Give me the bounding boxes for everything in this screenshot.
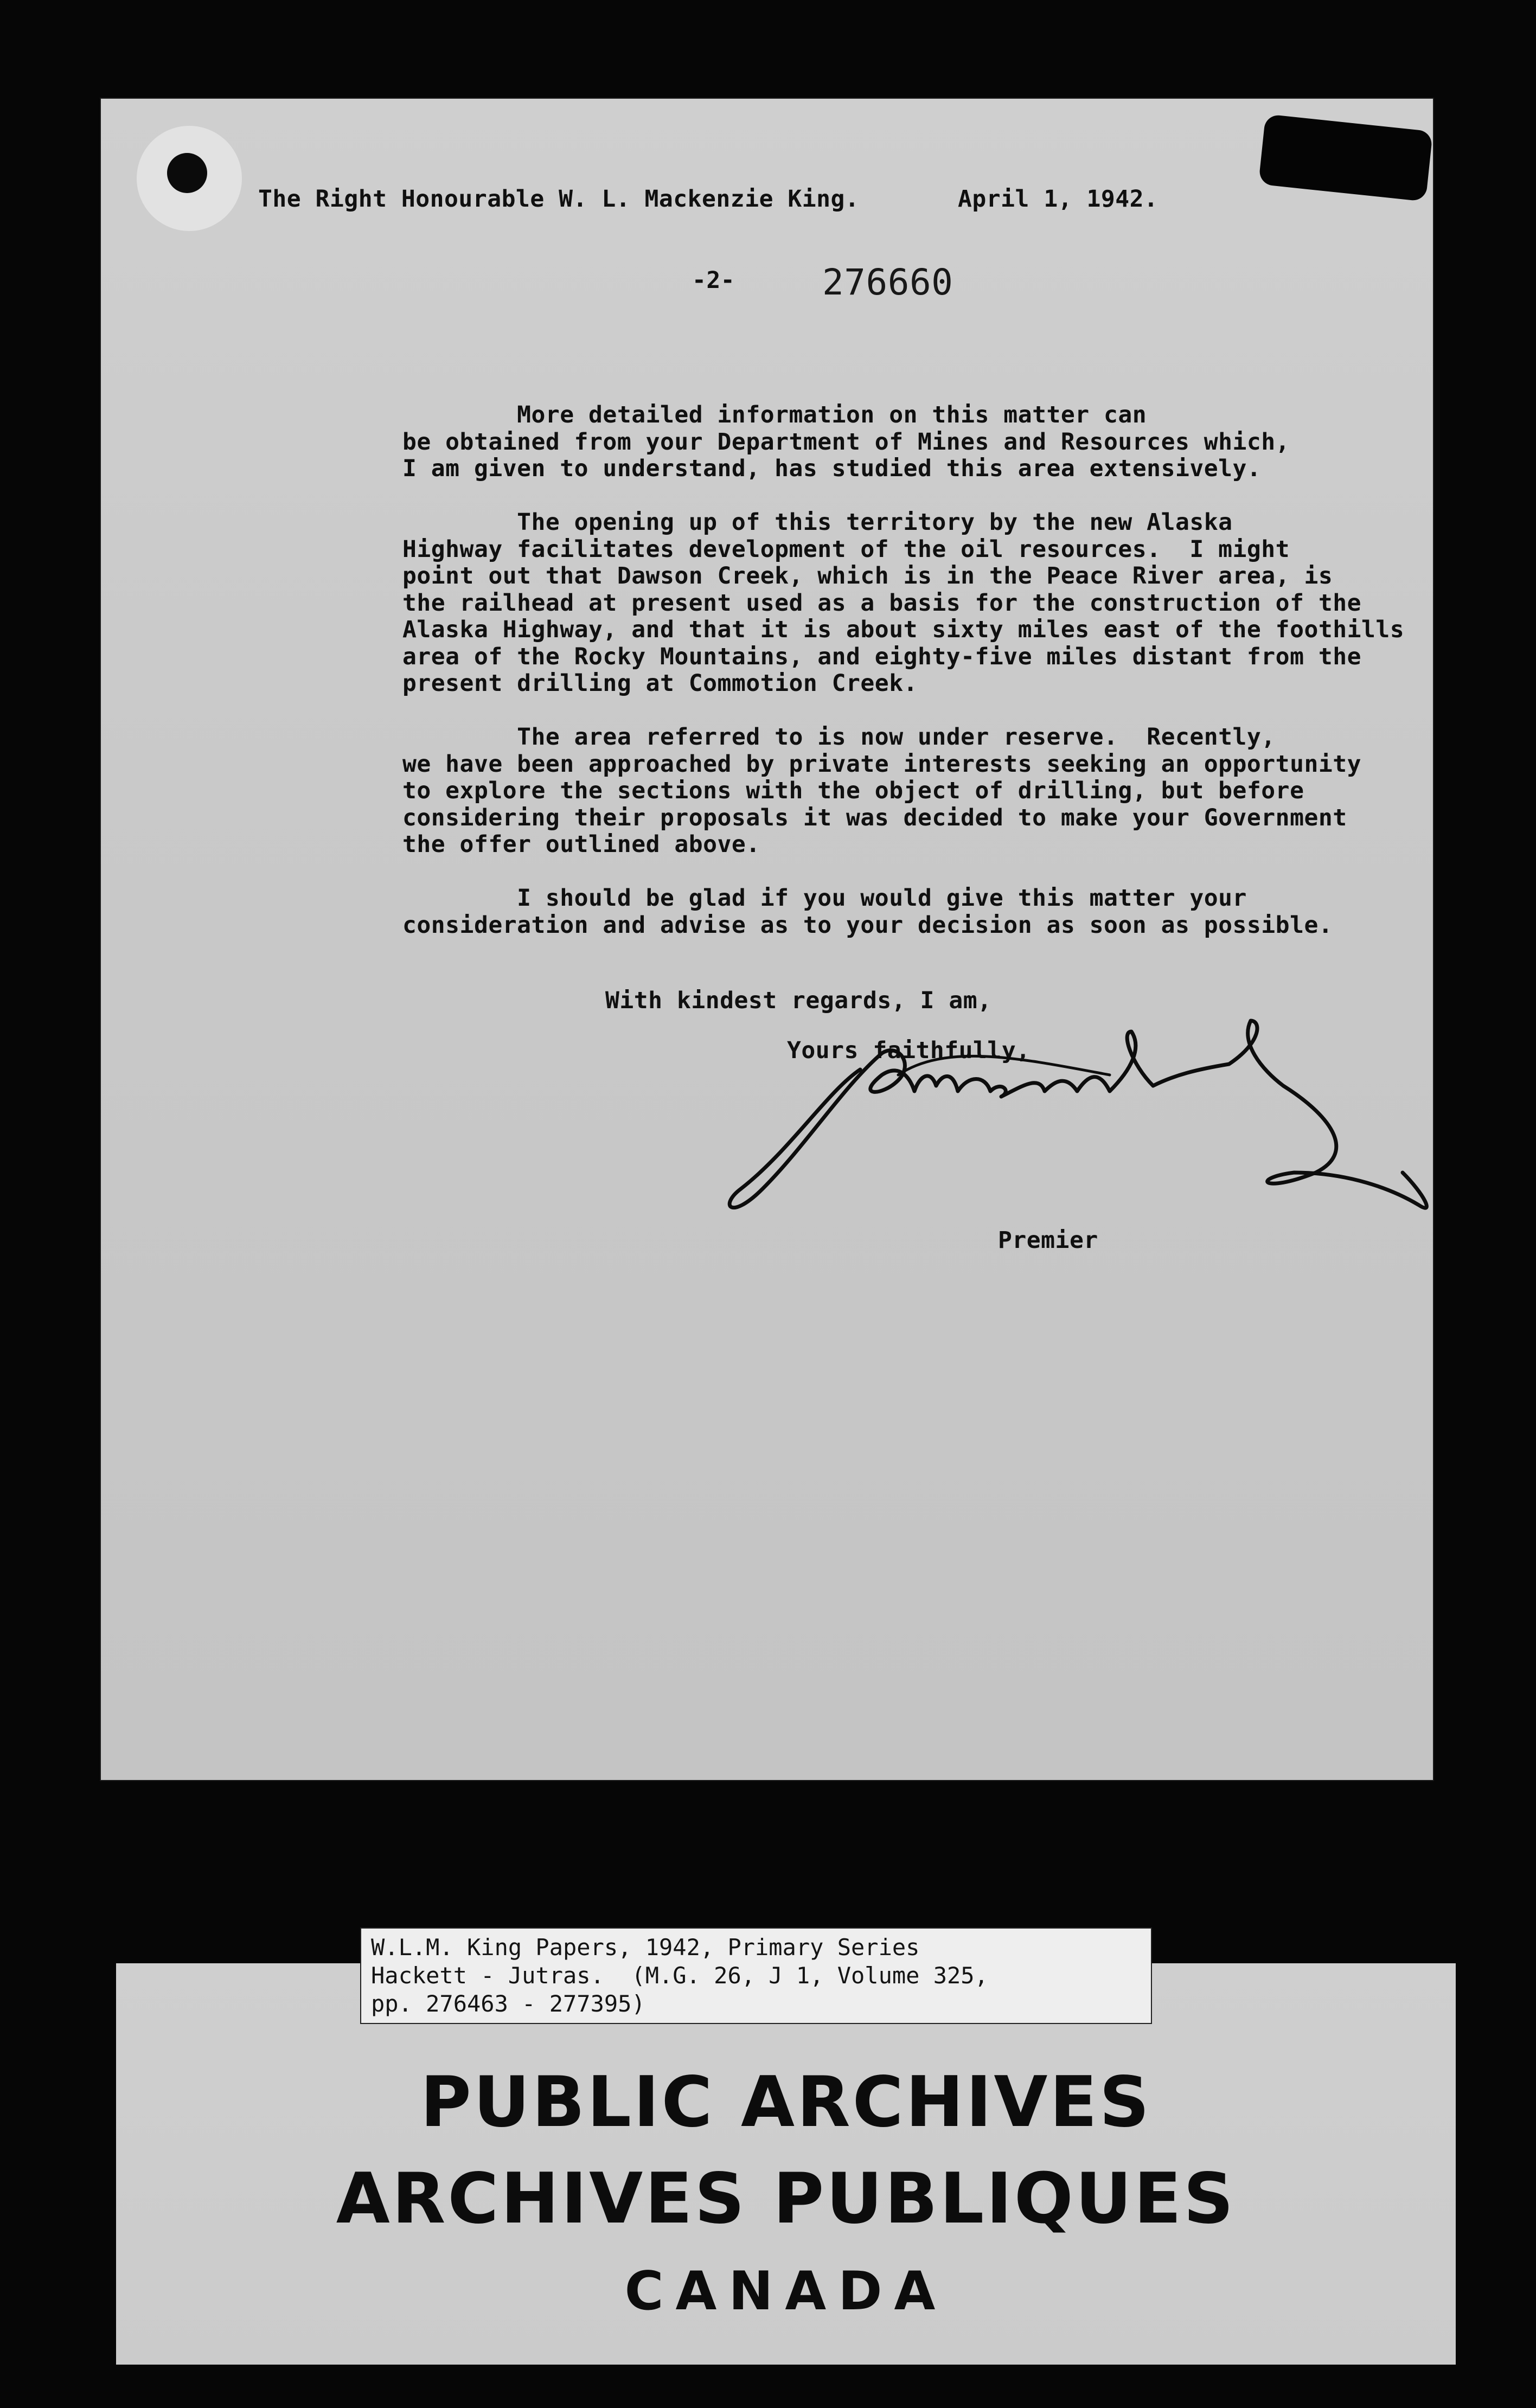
closing-salutation: Yours faithfully, — [787, 1037, 1031, 1064]
letter-page — [101, 99, 1433, 1780]
body-line: area of the Rocky Mountains, and eighty-five miles distant from the — [402, 643, 1362, 670]
closing-regards: With kindest regards, I am, — [605, 987, 992, 1014]
body-line: The area referred to is now under reserve. Recently, — [402, 723, 1276, 751]
body-line: be obtained from your Department of Mines and Resources which, — [402, 428, 1290, 456]
letter-date: April 1, 1942. — [958, 185, 1159, 213]
body-line: Highway facilitates development of the oil resources. I might — [402, 535, 1290, 563]
body-line: to explore the sections with the object of drilling, but before — [402, 777, 1304, 804]
body-line: The opening up of this territory by the new Alaska — [402, 509, 1233, 536]
body-line: the railhead at present used as a basis for the construction of the — [402, 589, 1362, 617]
body-line: I should be glad if you would give this matter your — [402, 885, 1247, 912]
page-number: -2- — [692, 267, 735, 294]
addressee-line: The Right Honourable W. L. Mackenzie King. — [258, 185, 860, 213]
body-line: considering their proposals it was decided to make your Government — [402, 804, 1347, 831]
archive-title-english: PUBLIC ARCHIVES — [420, 2062, 1151, 2143]
collection-label — [360, 1927, 1152, 2024]
document-number: 276660 — [822, 261, 953, 303]
archive-country: CANADA — [624, 2260, 948, 2322]
label-line-3: pp. 276463 - 277395) — [371, 1990, 645, 2017]
body-line: we have been approached by private interests seeking an opportunity — [402, 750, 1362, 778]
signer-title: Premier — [998, 1227, 1098, 1254]
archive-title-french: ARCHIVES PUBLIQUES — [336, 2159, 1236, 2239]
body-line: present drilling at Commotion Creek. — [402, 670, 918, 697]
body-line: consideration and advise as to your decision as soon as possible. — [402, 911, 1333, 939]
signature — [719, 1010, 1511, 1227]
black-tape-mark — [1258, 114, 1433, 202]
body-line: More detailed information on this matter can — [402, 401, 1147, 428]
body-line: the offer outlined above. — [402, 831, 760, 858]
body-line: I am given to understand, has studied this area extensively. — [402, 455, 1262, 482]
label-line-2: Hackett - Jutras. (M.G. 26, J 1, Volume 325, — [371, 1962, 988, 1989]
body-line: Alaska Highway, and that it is about sixty miles east of the foothills — [402, 616, 1405, 643]
body-line: point out that Dawson Creek, which is in the Peace River area, is — [402, 562, 1333, 590]
label-line-1: W.L.M. King Papers, 1942, Primary Series — [371, 1934, 920, 1961]
punch-hole — [167, 153, 207, 193]
